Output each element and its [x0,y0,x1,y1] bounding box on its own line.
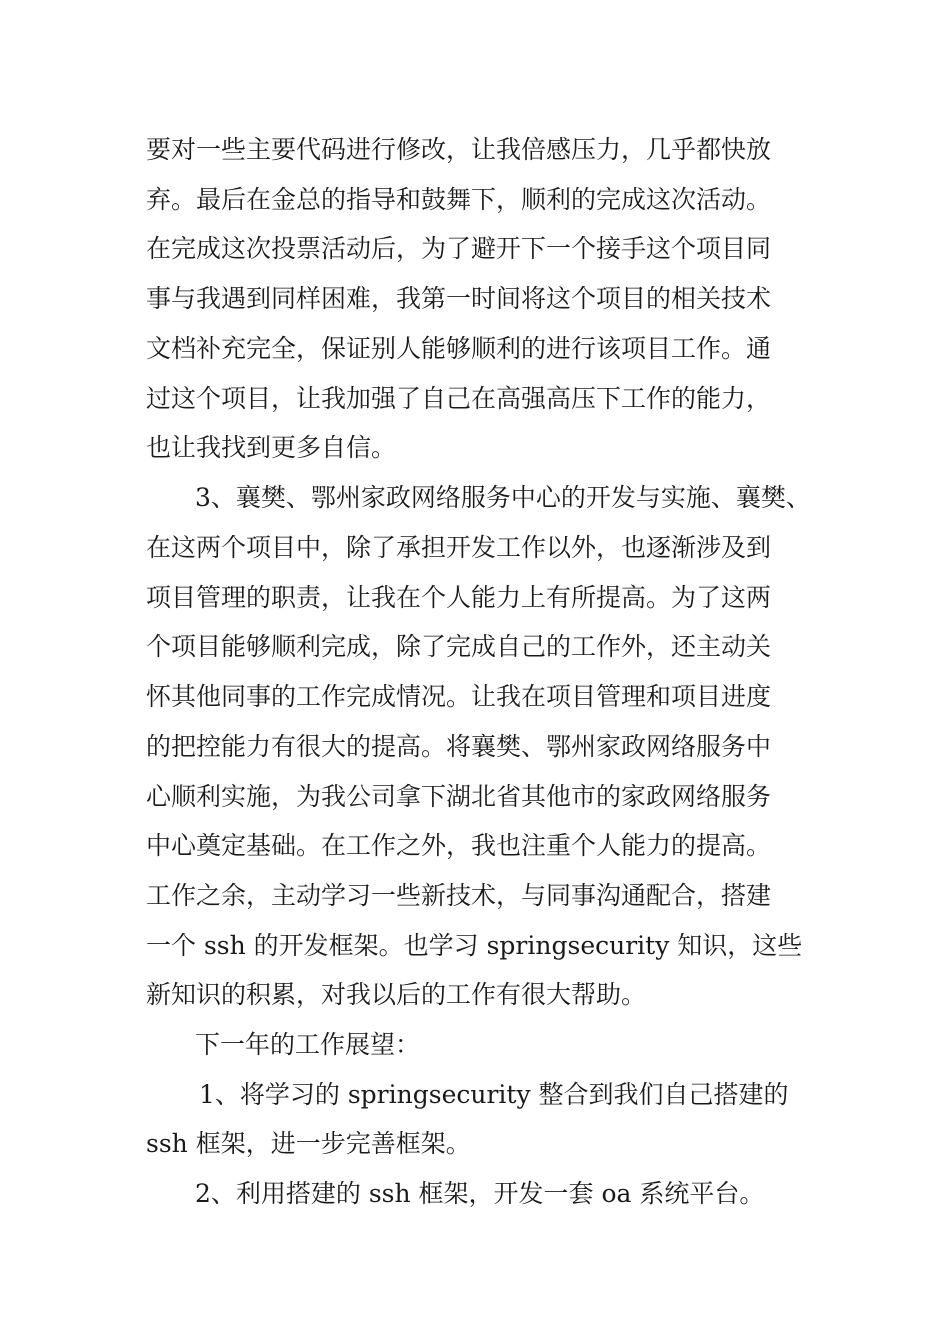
paragraph-line: 文档补充完全，保证别人能够顺利的进行该项目工作。通 [146,334,772,363]
paragraph-line: 3、襄樊、鄂州家政网络服务中心的开发与实施、襄樊、 [195,483,811,512]
paragraph-line: 也让我找到更多自信。 [146,433,397,462]
paragraph-line: 工作之余，主动学习一些新技术，与同事沟通配合，搭建 [146,881,772,910]
paragraph-line: 中心奠定基础。在工作之外，我也注重个人能力的提高。 [146,831,772,860]
paragraph-line: 弃。最后在金总的指导和鼓舞下，顺利的完成这次活动。 [146,185,772,214]
paragraph-line: 要对一些主要代码进行修改，让我倍感压力，几乎都快放 [146,135,772,164]
paragraph-line: 心顺利实施，为我公司拿下湖北省其他市的家政网络服务 [146,782,772,811]
paragraph-line: 过这个项目，让我加强了自己在高强高压下工作的能力， [146,384,772,413]
section-heading: 下一年的工作展望： [195,1030,421,1059]
paragraph-line: 事与我遇到同样困难，我第一时间将这个项目的相关技术 [146,284,772,313]
paragraph-line: 在这两个项目中，除了承担开发工作以外，也逐渐涉及到 [146,533,772,562]
paragraph-line: 个项目能够顺利完成，除了完成自己的工作外，还主动关 [146,632,772,661]
list-item: 1、将学习的 springsecurity 整合到我们自己搭建的 [199,1080,789,1109]
list-item: 2、利用搭建的 ssh 框架，开发一套 oa 系统平台。 [195,1179,765,1208]
paragraph-line: 项目管理的职责，让我在个人能力上有所提高。为了这两 [146,583,772,612]
paragraph-line: 一个 ssh 的开发框架。也学习 springsecurity 知识，这些 [146,931,803,960]
list-item-continuation: ssh 框架，进一步完善框架。 [146,1129,471,1158]
paragraph-line: 新知识的积累，对我以后的工作有很大帮助。 [146,980,647,1009]
paragraph-line: 的把控能力有很大的提高。将襄樊、鄂州家政网络服务中 [146,732,772,761]
paragraph-line: 在完成这次投票活动后，为了避开下一个接手这个项目同 [146,234,772,263]
paragraph-line: 怀其他同事的工作完成情况。让我在项目管理和项目进度 [146,682,772,711]
